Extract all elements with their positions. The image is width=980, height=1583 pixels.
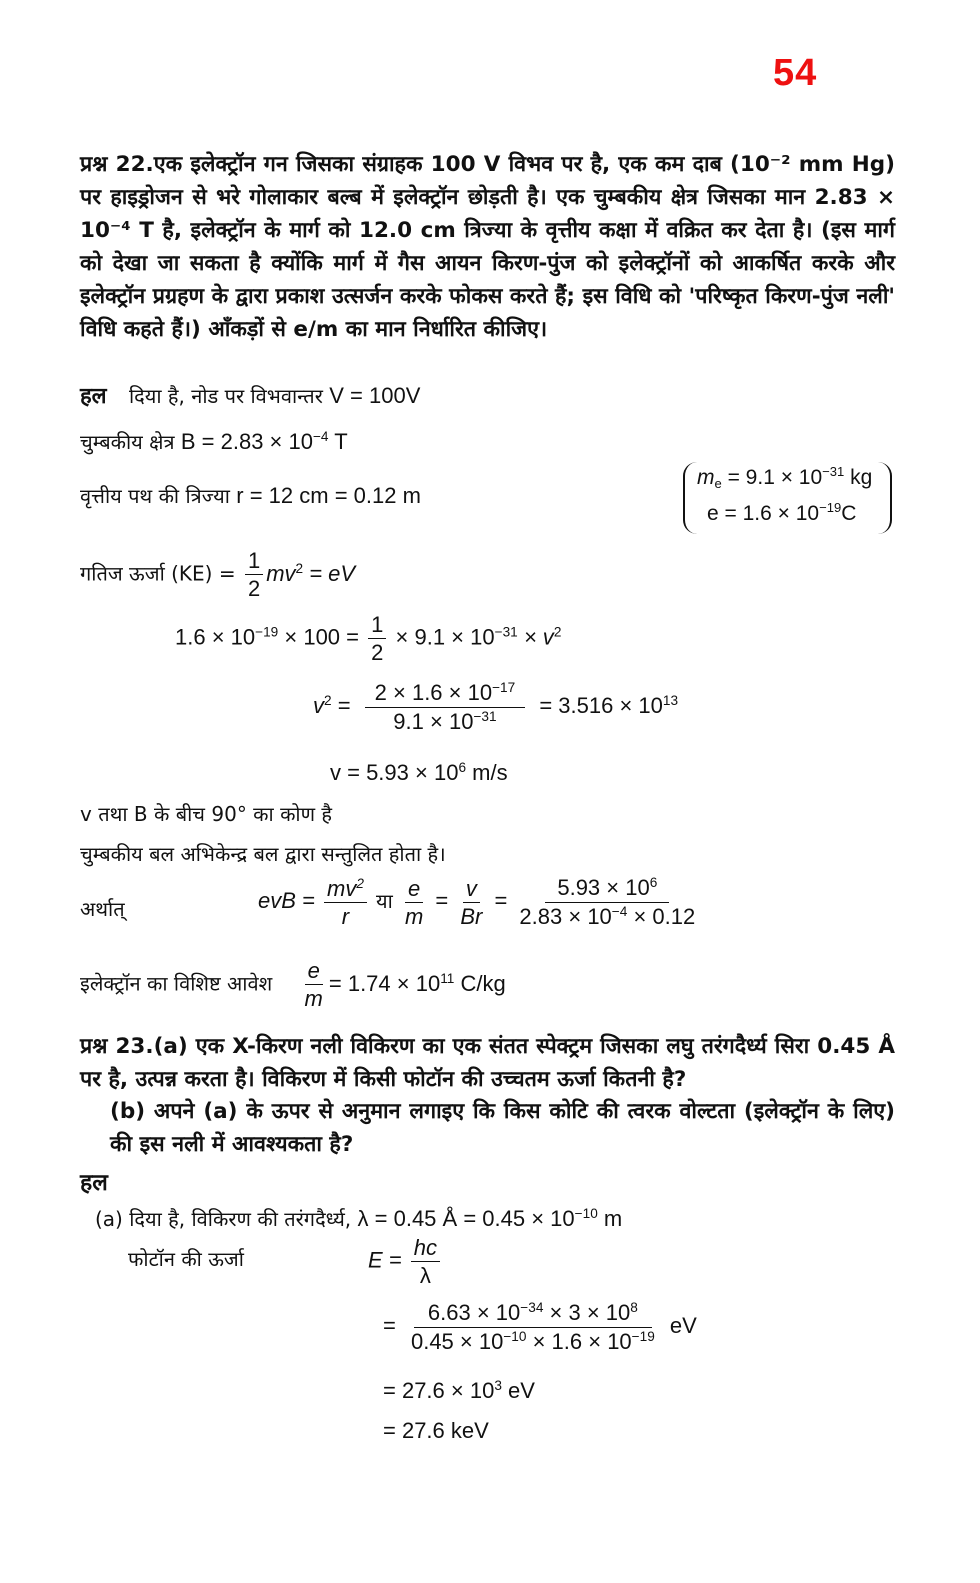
numerator: 5.93 × 10 — [557, 875, 650, 900]
eq1-right: × 9.1 × 10 — [395, 624, 495, 650]
specific-charge-line — [80, 958, 506, 1012]
unit: C/kg — [454, 970, 506, 996]
energy-result-2: = 27.6 keV — [383, 1418, 489, 1443]
evb-term: evB = — [258, 888, 315, 914]
solution-23-label: हल — [80, 1170, 108, 1196]
balance-line: चुम्बकीय बल अभिकेन्द्र बल द्वारा सन्तुलित होता है। — [80, 842, 446, 866]
solution-label: हल — [80, 384, 107, 409]
numerator: 1 — [368, 612, 386, 639]
mv2-over-r: $\frac{mv^2}{r}$ — [324, 876, 367, 930]
photon-energy-calc: = $\frac{6.63 \times 10^{-34} \times 3 \times 10^8}{0.45 \times 10^{-10} \times 1.6 \times 10^{-19}}$ eV — [383, 1299, 697, 1355]
question-22 — [80, 148, 895, 346]
kinetic-energy-line: गतिज ऊर्जा (KE) = $\frac{1}{2}$ $mv^2$ = eV — [80, 548, 356, 602]
hc-over-lambda — [411, 1235, 440, 1289]
unit: C — [841, 502, 857, 525]
eq2-result: = 3.516 × 10 — [539, 693, 663, 719]
denominator: r — [341, 903, 350, 929]
denominator: 2.83 × 10 — [519, 904, 612, 930]
exponent: 13 — [662, 692, 679, 708]
kinetic-energy-label: गतिज ऊर्जा (KE) = — [80, 561, 236, 586]
wavelength-value: λ = 0.45 Å = 0.45 × 10 — [357, 1206, 575, 1231]
exponent: 8 — [630, 1299, 638, 1315]
electron-charge — [707, 502, 856, 526]
mass-symbol: m — [697, 466, 715, 489]
equation-2: $v^2$ = $\frac{2 \times 1.6 \times 10^{-17}}{9.1 \times 10^{-31}}$ = $3.516 \times 10^{13}$ — [313, 679, 679, 735]
denominator: 2 — [371, 640, 384, 666]
charge-value: e = 1.6 × 10 — [707, 502, 820, 525]
exponent: −31 — [822, 464, 845, 480]
v-symbol: v — [313, 693, 324, 719]
exponent: −10 — [503, 1329, 527, 1345]
unit: kg — [844, 466, 873, 489]
radius-line — [80, 482, 421, 509]
exponent: −34 — [520, 1299, 544, 1315]
electron-mass — [697, 466, 872, 490]
exponent: 3 — [494, 1377, 502, 1393]
velocity-result — [330, 760, 508, 786]
exponent: −17 — [492, 679, 516, 695]
eq1-left-tail: × 100 = — [278, 624, 360, 650]
question-23-part-b: (b) अपने (a) के ऊपर से अनुमान लगाइए कि किस कोटि की त्वरक वोल्टता (इलेक्ट्रॉन के लिए) की इस नली में आवश्यकता है? — [110, 1099, 895, 1157]
unit: eV — [669, 1313, 697, 1339]
energy-result-1 — [383, 1378, 535, 1404]
denominator: λ — [419, 1263, 431, 1289]
denominator: 2 — [247, 576, 261, 602]
equation-1: $1.6 \times 10^{-19} \times 100$ = $\frac{1}{2}$ × $9.1 \times 10^{-31} \times v^2$ — [175, 612, 562, 666]
given-text: दिया है, नोड पर विभवान्तर — [128, 384, 323, 408]
exponent: −10 — [574, 1205, 598, 1221]
exponent: 6 — [458, 759, 467, 775]
denominator: 9.1 × 10 — [393, 709, 474, 735]
wavelength-line — [95, 1205, 622, 1232]
angle-line: v तथा B के बीच 90° का कोण है — [80, 802, 333, 826]
exponent: −19 — [631, 1329, 655, 1345]
eq1-right-tail: × v — [517, 624, 554, 650]
em-derivation: evB = $\frac{mv^2}{r}$ या $\frac{e}{m}$ = $\frac{v}{Br}$ = $\frac{5.93 \times 10^6}{2.83 \times 10^{-4} \times 0.12}$ — [258, 875, 701, 930]
question-22-text: एक इलेक्ट्रॉन गन जिसका संग्राहक 100 V विभव पर है, एक कम दाब (10⁻² mm Hg) पर हाइड्रोजन से भरे गोलाकार बल्ब में इलेक्ट्रॉन छोड़ती है। एक चुम्बकीय क्षेत्र जिसका मान 2.83 × 10⁻⁴ T है, इलेक्ट्रॉन के मार्ग को 12.0 cm त्रिज्या के वृत्तीय कक्षा में वक्रित कर देता है। (इस मार्ग को देखा जा सकता है क्योंकि मार्ग में गैस आयन किरण-पुंज को इलेक्ट्रॉनों को आकर्षित करके और इलेक्ट्रॉन प्रग्रहण के द्वारा प्रकाश उत्सर्जन करके फोकस करते हैं; इस विधि को 'परिष्कृत किरण-पुंज नली' विधि कहते हैं।) आँकड़ों से e/m का मान निर्धारित कीजिए। — [80, 152, 895, 342]
unit: m/s — [466, 760, 508, 785]
specific-charge-value: = 1.74 × 10 — [328, 970, 441, 996]
denominator: m — [404, 903, 424, 929]
question-23-label: प्रश्न 23. — [80, 1034, 154, 1059]
eq1-left: 1.6 × 10 — [175, 624, 256, 650]
solution-22-given — [80, 380, 420, 410]
constants-box — [683, 462, 892, 534]
mass-value: = 9.1 × 10 — [721, 466, 823, 489]
numerator: 6.63 × 10 — [427, 1300, 521, 1325]
question-23 — [80, 1030, 895, 1096]
exponent: −31 — [494, 624, 518, 640]
page-number: 54 — [773, 52, 818, 94]
numerator: 2 × 1.6 × 10 — [374, 680, 493, 705]
magnetic-field-label: चुम्बकीय क्षेत्र — [80, 430, 175, 454]
exponent: −4 — [312, 428, 329, 444]
radius-label: वृत्तीय पथ की त्रिज्या — [80, 484, 230, 508]
denominator-tail: × 0.12 — [627, 904, 696, 930]
unit: T — [328, 429, 348, 454]
denominator: Br — [460, 903, 483, 929]
v-squared-fraction — [365, 680, 526, 735]
unit: m — [597, 1206, 623, 1231]
fraction-half — [245, 548, 263, 602]
e-over-m — [402, 876, 426, 930]
potential-value: V = 100V — [329, 383, 421, 408]
energy-symbol: E = — [368, 1247, 402, 1273]
question-22-label: प्रश्न 22. — [80, 152, 154, 177]
exponent: −19 — [255, 624, 279, 640]
subscript: e — [714, 475, 722, 491]
wavelength-label: (a) दिया है, विकिरण की तरंगदैर्ध्य, — [95, 1207, 352, 1231]
exponent: 11 — [440, 970, 455, 986]
numerator: hc — [411, 1235, 440, 1262]
magnetic-field-value: B = 2.83 × 10 — [180, 429, 313, 454]
ev-term: = eV — [303, 560, 356, 586]
numerator: 1 — [245, 548, 263, 575]
energy-fraction — [408, 1300, 658, 1355]
numerator: mv — [327, 875, 357, 901]
exponent: −31 — [473, 709, 497, 725]
mv-term: mv — [266, 560, 296, 586]
energy-value: = 27.6 × 10 — [383, 1378, 495, 1403]
denominator: 0.45 × 10 — [410, 1329, 504, 1355]
exponent: −4 — [611, 904, 628, 920]
denominator-mid: × 1.6 × 10 — [526, 1329, 632, 1355]
specific-charge-label: इलेक्ट्रॉन का विशिष्ट आवेश — [80, 971, 273, 996]
arthat-label: अर्थात् — [80, 897, 125, 921]
photon-energy-formula — [368, 1235, 443, 1289]
magnetic-field-line — [80, 428, 348, 455]
velocity-value: v = 5.93 × 10 — [330, 760, 459, 785]
fraction-half — [368, 612, 386, 666]
radius-value: r = 12 cm = 0.12 m — [236, 483, 421, 508]
exponent: −19 — [819, 500, 842, 516]
e-over-m: $\frac{e}{m}$ — [304, 958, 323, 1012]
numerator-mid: × 3 × 10 — [543, 1300, 631, 1325]
numerator: v — [463, 876, 480, 903]
or-word: या — [376, 889, 393, 914]
unit: eV — [501, 1378, 535, 1403]
numerator: e — [405, 876, 423, 903]
photon-energy-label: फोटॉन की ऊर्जा — [128, 1247, 244, 1271]
exponent: 6 — [649, 874, 658, 890]
final-fraction — [516, 875, 698, 930]
question-23-part-a: (a) एक X-किरण नली विकिरण का एक संतत स्पेक्ट्रम जिसका लघु तरंगदैर्ध्य सिरा 0.45 Å पर है, उत्पन्न करता है। विकिरण में किसी फोटॉन की उच्चतम ऊर्जा कितनी है? — [80, 1034, 895, 1092]
v-over-br — [457, 876, 485, 930]
